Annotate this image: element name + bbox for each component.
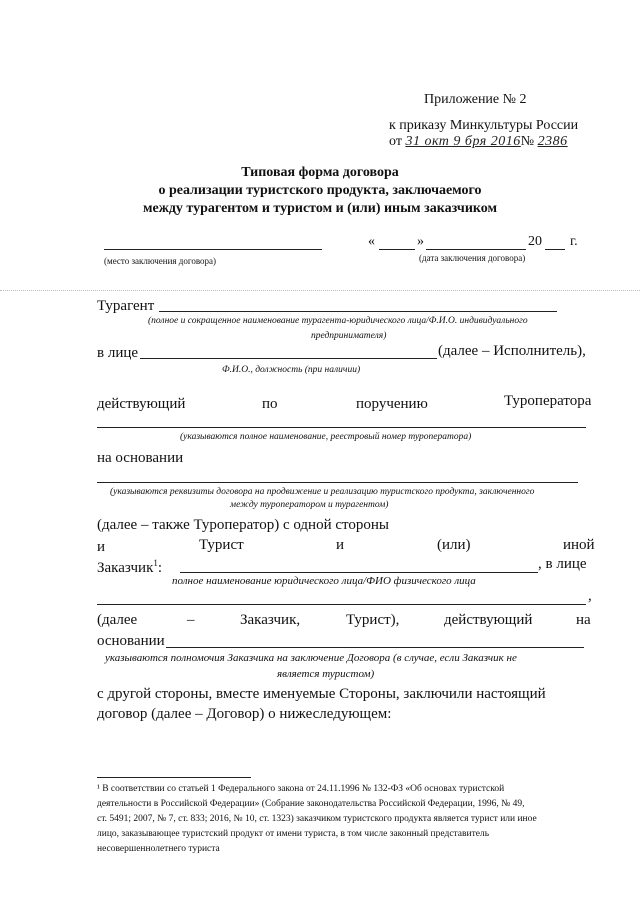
closing-line1: с другой стороны, вместе именуемые Стороны, заключили настоящий [97, 686, 546, 702]
customer-word: Заказчик [97, 560, 154, 576]
date-quote-close: » [417, 234, 424, 249]
powers-field[interactable] [166, 647, 584, 648]
agent-caption-line2: предпринимателя) [311, 331, 387, 341]
footnote-ref[interactable]: 1 [153, 558, 158, 568]
tourist-word: Турист [199, 537, 244, 553]
and-word: и [97, 539, 106, 555]
agent-caption-line1: (полное и сокращенное наименование турагента-юридического лица/Ф.И.О. индивидуального [148, 316, 528, 326]
tourist-word-2: Турист), [346, 612, 400, 628]
agent-label: Турагент [97, 298, 155, 314]
operator-word: Туроператора [504, 393, 592, 409]
form-title-line3: между турагентом и туристом и (или) иным заказчиком [142, 201, 498, 216]
basis-field[interactable] [97, 482, 578, 483]
footnote-line4: лицо, заказывающее туристский продукт от имени туриста, в том числе законный представитель [97, 829, 490, 839]
acting-word: действующий [97, 396, 186, 412]
appendix-number-handwritten: 2386 [537, 134, 568, 149]
customer-word-2: Заказчик, [240, 612, 301, 628]
trailing-comma: , [588, 588, 592, 604]
powers-caption-line1: указываются полномочия Заказчика на заключение Договора (в случае, если Заказчик не [105, 652, 517, 664]
powers-caption-line2: является туристом) [277, 668, 375, 680]
footnote-line2: деятельности в Российской Федерации» (Собрание законодательства Российской Федерации, 1996, № 49, [97, 799, 525, 809]
basis-label-2: основании [97, 633, 165, 649]
date-year-suffix: г. [570, 234, 578, 249]
form-title-line2: о реализации туристского продукта, заключаемого [158, 183, 482, 198]
scan-artifact-line [0, 290, 640, 291]
date-caption: (дата заключения договора) [419, 253, 526, 263]
order-word: поручению [356, 396, 428, 412]
other-word: иной [563, 537, 595, 553]
or-word: (или) [437, 537, 471, 553]
basis-caption-line1: (указываются реквизиты договора на продвижение и реализацию туристского продукта, заключенного [110, 487, 535, 497]
footnote-line3: ст. 5491; 2007, № 7, ст. 833; 2016, № 10, ст. 1323) заказчиком туристского продукта является турист или иное [97, 814, 537, 824]
executor-label: (далее – Исполнитель), [438, 343, 586, 359]
date-year-prefix: 20 [528, 234, 542, 249]
appendix-number-label: № [520, 134, 535, 149]
representative-field[interactable] [140, 358, 437, 359]
appendix-from-label: от [389, 134, 402, 149]
customer-label [97, 558, 162, 577]
appendix-order: к приказу Минкультуры России [389, 118, 579, 133]
footnote-line5: несовершеннолетнего туриста [97, 844, 220, 854]
operator-caption: (указываются полное наименование, реестровый номер туроператора) [180, 432, 472, 442]
on-word: на [576, 612, 591, 628]
place-caption: (место заключения договора) [104, 256, 217, 266]
basis-caption-line2: между туроператором и турагентом) [230, 500, 389, 510]
in-person-label: в лице [97, 345, 139, 361]
and-word-2: и [336, 537, 345, 553]
footnote-line1: ¹ В соответствии со статьей 1 Федерального закона от 24.11.1996 № 132-ФЗ «Об основах туристской [97, 784, 505, 794]
acting-word-2: действующий [444, 612, 533, 628]
also-operator-text: (далее – также Туроператор) с одной стороны [97, 517, 389, 533]
agent-name-field[interactable] [159, 311, 557, 312]
customer-colon: : [157, 560, 163, 576]
appendix-date-handwritten: 31 окт 9 бря 2016 [405, 134, 521, 149]
in-person-2: , в лице [538, 556, 587, 572]
dash: – [187, 612, 195, 628]
customer-caption: полное наименование юридического лица/ФИО физического лица [172, 575, 476, 587]
appendix-number: Приложение № 2 [424, 92, 527, 107]
basis-label: на основании [97, 450, 184, 466]
customer-representative-field[interactable] [97, 604, 586, 605]
fio-caption: Ф.И.О., должность (при наличии) [222, 365, 361, 375]
footnote-separator [97, 777, 251, 778]
date-day-field[interactable] [379, 249, 415, 250]
date-quote-open: « [368, 234, 375, 249]
hereinafter-word: (далее [97, 612, 138, 628]
by-word: по [262, 396, 278, 412]
closing-line2: договор (далее – Договор) о нижеследующем: [97, 706, 392, 722]
customer-name-field[interactable] [180, 572, 538, 573]
form-title-line1: Типовая форма договора [241, 165, 399, 180]
place-field[interactable] [104, 249, 322, 250]
appendix-date-line [389, 134, 568, 150]
date-year-field[interactable] [545, 249, 565, 250]
operator-field[interactable] [97, 427, 586, 428]
date-month-field[interactable] [426, 249, 526, 250]
